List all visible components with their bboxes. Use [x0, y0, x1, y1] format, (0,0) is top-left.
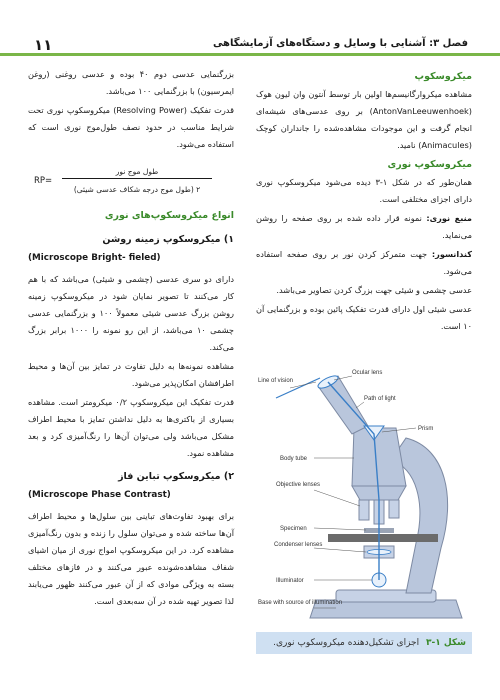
component-item [256, 246, 472, 280]
microscope-diagram [256, 368, 472, 630]
magnification-paragraph: بزرگنمایی عدسی دوم ۴۰ بوده و عدسی روغنی (روغن ایمرسیون) با بزرگنمایی ۱۰۰ می‌باشد. [28, 69, 234, 96]
label-body-tube: Body tube [280, 456, 308, 462]
phase-contrast-paragraph: برای بهبود تفاوت‌های تباینی بین سلول‌ها و محیط اطراف آن‌ها ساخته شده و می‌توان سلول را زنده و بدون رنگ‌آمیزی مشاهده کرد. در این میکروسکوپ امواج نوری از میان اشیای شفاف مشاهده‌شونده عبور می‌کنند و در فازهای مختلف بسته به ویژگی موادی که از آن عبور می‌کنند ظهور می‌یابند لذا تصویر تهیه شده در آن سه‌بعدی است. [28, 511, 234, 606]
brightfield-latin-title: (Microscope Bright- fieled) [28, 253, 161, 263]
label-illuminator: Illuminator [276, 578, 304, 584]
heading-microscope-types: انواع میکروسکوپ‌های نوری [104, 210, 234, 221]
microscope-stage [328, 534, 438, 542]
formula-denominator: ۲ (طول موج درجه شکاف عدسی شیئی) [73, 185, 201, 194]
formula-numerator: طول موج نور [115, 167, 159, 176]
right-column [256, 66, 472, 337]
resolving-power-paragraph: قدرت تفکیک (Resolving Power) میکروسکوپ نوری تحت شرایط مناسب در حدود نصف طول‌موج نوری است که استفاده می‌شود. [28, 105, 234, 149]
label-base: Base with source of illumination [258, 600, 343, 606]
body-tube [352, 428, 406, 486]
component-item [256, 282, 472, 299]
microscope-figure [256, 368, 472, 630]
heading-microscope: میکروسکوپ [414, 71, 472, 82]
component-text: جهت متمرکز کردن نور بر روی صفحه استفاده می‌شود. [256, 249, 472, 276]
figure-caption [256, 632, 472, 654]
caption-label: شکل ۱-۳ [425, 638, 466, 648]
component-text: عدسی چشمی و شیئی جهت بزرگ کردن تصاویر می‌باشد. [276, 285, 472, 295]
component-term: کندانسور: [431, 249, 472, 259]
objective-lens-c [389, 500, 399, 518]
page-number: ۱۱ [34, 36, 53, 54]
objective-lens-a [359, 500, 369, 520]
brightfield-paragraph: قدرت تفکیک این میکروسکوپ ۰/۲ میکرومتر است. مشاهده بسیاری از باکتری‌ها به دلیل نداشتن تمایز با محیط اطراف مشکل می‌باشد ولی می‌توان آن‌ها را رنگ‌آمیزی کرد و بعد مشاهده نمود. [28, 397, 234, 458]
microscope-paragraph: مشاهده میکروارگانیسم‌ها اولین بار توسط آنتون وان لیون هوک (AntonVanLeeuwenhoek) بر روی عدسی‌های شیشه‌ای انجام گرفت و این موجودات مشاهده‌شده را جانداران کوچک (Animacules) نامید. [256, 89, 472, 150]
component-item [256, 210, 472, 244]
label-specimen: Specimen [280, 526, 307, 532]
label-line-of-vision: Line of vision [258, 378, 294, 384]
chapter-title: فصل ۳: آشنایی با وسایل و دستگاه‌های آزمایشگاهی [212, 38, 468, 49]
heading-light-microscope: میکروسکوپ نوری [387, 159, 472, 170]
brightfield-paragraph: دارای دو سری عدسی (چشمی و شیئی) می‌باشد که با هم کار می‌کنند تا تصویر نمایان شود در میکروسکوپ زمینه روشن بزرگ عدسی شیئی معمولاً ۱۰۰ و بزرگنمایی عدسی چشمی ۱۰ می‌باشد، از این رو نمونه را ۱۰۰۰ برابر بزرگ می‌کند. [28, 274, 234, 352]
heading-phase-contrast: ۲) میکروسکوپ تباین فاز [118, 471, 234, 482]
formula-lhs: RP= [34, 176, 53, 186]
label-path-of-light: Path of light [364, 396, 396, 402]
page-header [0, 0, 500, 58]
resolving-power-formula [28, 163, 234, 197]
component-item [256, 301, 472, 335]
fraction-bar [62, 178, 212, 179]
label-ocular-lens: Ocular lens [352, 370, 383, 376]
heading-brightfield: ۱) میکروسکوپ زمینه روشن [102, 234, 234, 245]
phase-contrast-latin-title: (Microscope Phase Contrast) [28, 490, 171, 500]
left-column [28, 66, 234, 612]
light-microscope-intro: همان‌طور که در شکل ۱-۳ دیده می‌شود میکروسکوپ نوری دارای اجزای مختلفی است. [256, 177, 472, 204]
brightfield-paragraph: مشاهده نمونه‌ها به دلیل تفاوت در تمایز بین آن‌ها و محیط اطرافشان امکان‌پذیر می‌شود. [28, 361, 234, 388]
component-term: منبع نوری: [426, 213, 472, 223]
component-text: عدسی شیئی اول دارای قدرت تفکیک پائین بوده و بزرگنمایی آن ۱۰ است. [256, 304, 472, 331]
label-objective-lenses: Objective lenses [276, 482, 321, 488]
caption-text: اجزای تشکیل‌دهنده میکروسکوپ نوری. [273, 638, 420, 648]
component-text: نمونه قرار داده شده بر روی صفحه را روشن می‌نماید. [256, 213, 472, 240]
label-prism: Prism [418, 426, 434, 432]
label-condenser-lenses: Condenser lenses [274, 542, 323, 548]
